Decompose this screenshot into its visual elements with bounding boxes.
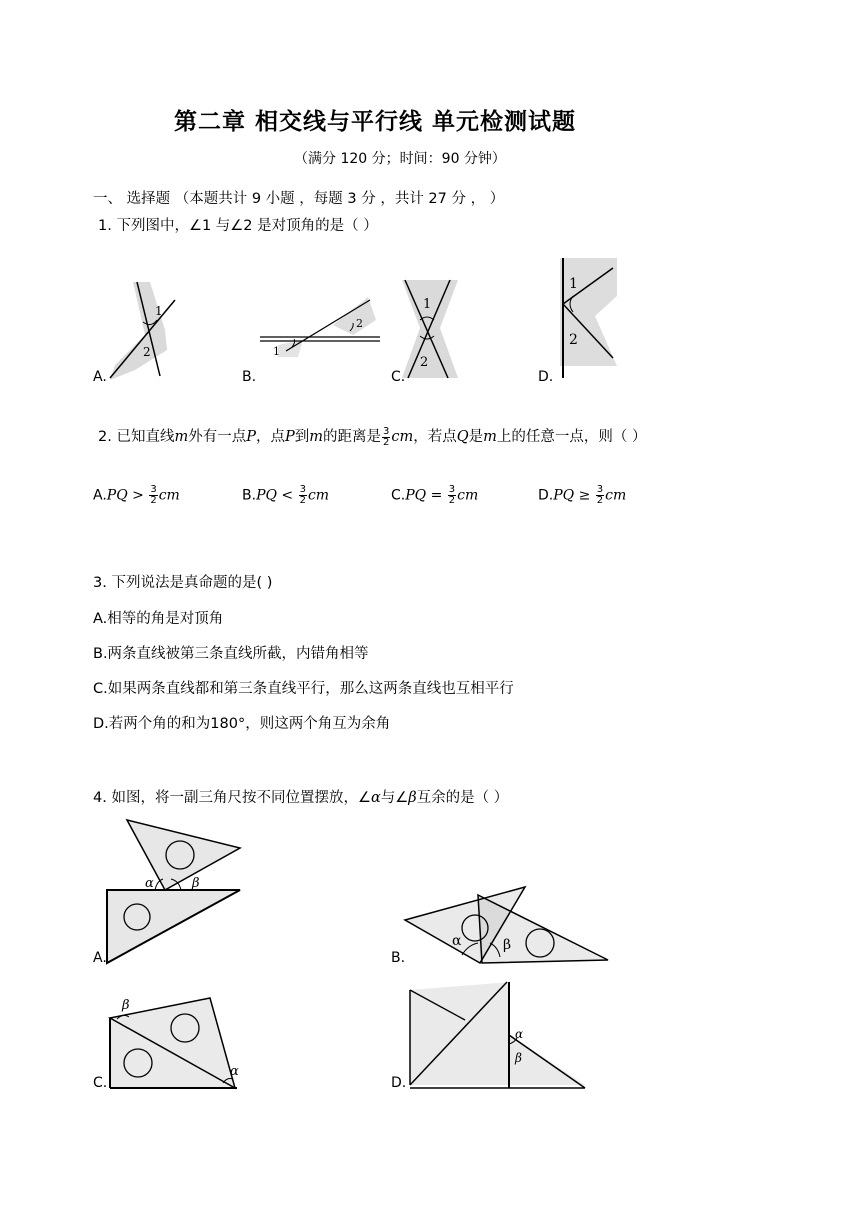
q2-option-a[interactable]: A.PQ > $\frac{3}{2}$ cm [93, 484, 180, 506]
question-3-stem: 3. 下列说法是真命题的是( ) [93, 575, 273, 591]
q1-option-b[interactable]: B. [242, 369, 257, 385]
section-heading: 一、 选择题 （本题共计 9 小题 ，每题 3 分 ，共计 27 分 ， ） [93, 191, 505, 207]
page-title: 第二章 相交线与平行线 单元检测试题 [173, 108, 576, 135]
q1-figure-a [105, 280, 185, 380]
q4-figure-d [405, 980, 590, 1092]
q1-option-d[interactable]: D. [538, 369, 554, 385]
q1-figure-c [400, 278, 460, 383]
beta-label: β [122, 998, 130, 1013]
q4-option-d[interactable]: D. [391, 1075, 407, 1091]
angle-2-label: 2 [356, 317, 363, 330]
q4-figure-b [400, 885, 615, 970]
angle-2-label: 2 [143, 345, 151, 359]
fraction: $\frac{3}{2}$ [382, 425, 390, 448]
q2-option-b[interactable]: B.PQ < $\frac{3}{2}$ cm [242, 484, 330, 506]
angle-1-label: 1 [423, 297, 432, 312]
q1-figure-d [555, 256, 620, 381]
angle-1-label: 1 [569, 276, 578, 292]
q1-figure-b [258, 295, 383, 360]
q3-option-a[interactable]: A.相等的角是对顶角 [93, 611, 224, 627]
q3-option-d[interactable]: D.若两个角的和为180°，则这两个角互为余角 [93, 716, 391, 732]
alpha-label: α [230, 1064, 239, 1079]
q3-option-c[interactable]: C.如果两条直线都和第三条直线平行，那么这两条直线也互相平行 [93, 681, 514, 697]
alpha-label: α [452, 933, 462, 949]
angle-2-label: 2 [569, 332, 578, 348]
beta-label: β [515, 1051, 522, 1065]
q4-figure-c [105, 993, 250, 1093]
question-4-stem: 4. 如图，将一副三角尺按不同位置摆放，∠α与∠β互余的是（ ） [93, 790, 509, 806]
q4-option-c[interactable]: C. [93, 1075, 108, 1091]
angle-2-label: 2 [420, 355, 429, 370]
question-2-stem: 2. 已知直线m外有一点P，点P到m的距离是 $\frac{3}{2}$ cm，若点Q是m上的任意一点，则（ ） [98, 425, 647, 448]
alpha-label: α [515, 1027, 524, 1041]
beta-label: β [503, 937, 512, 953]
q2-option-d[interactable]: D.PQ ≥ $\frac{3}{2}$ cm [538, 484, 627, 506]
q1-option-a[interactable]: A. [93, 369, 107, 385]
q4-figure-a [105, 815, 245, 970]
q2-option-c[interactable]: C.PQ = $\frac{3}{2}$ cm [391, 484, 479, 506]
q1-option-c[interactable]: C. [391, 369, 406, 385]
alpha-label: α [145, 876, 154, 891]
page-subtitle: （满分 120 分；时间：90 分钟） [294, 151, 506, 167]
beta-label: β [192, 876, 200, 891]
q4-option-b[interactable]: B. [391, 950, 406, 966]
angle-1-label: 1 [273, 345, 280, 358]
angle-1-label: 1 [155, 304, 163, 318]
q4-option-a[interactable]: A. [93, 950, 107, 966]
question-1-stem: 1. 下列图中，∠1 与∠2 是对顶角的是（ ） [98, 218, 378, 234]
q3-option-b[interactable]: B.两条直线被第三条直线所截，内错角相等 [93, 646, 369, 662]
